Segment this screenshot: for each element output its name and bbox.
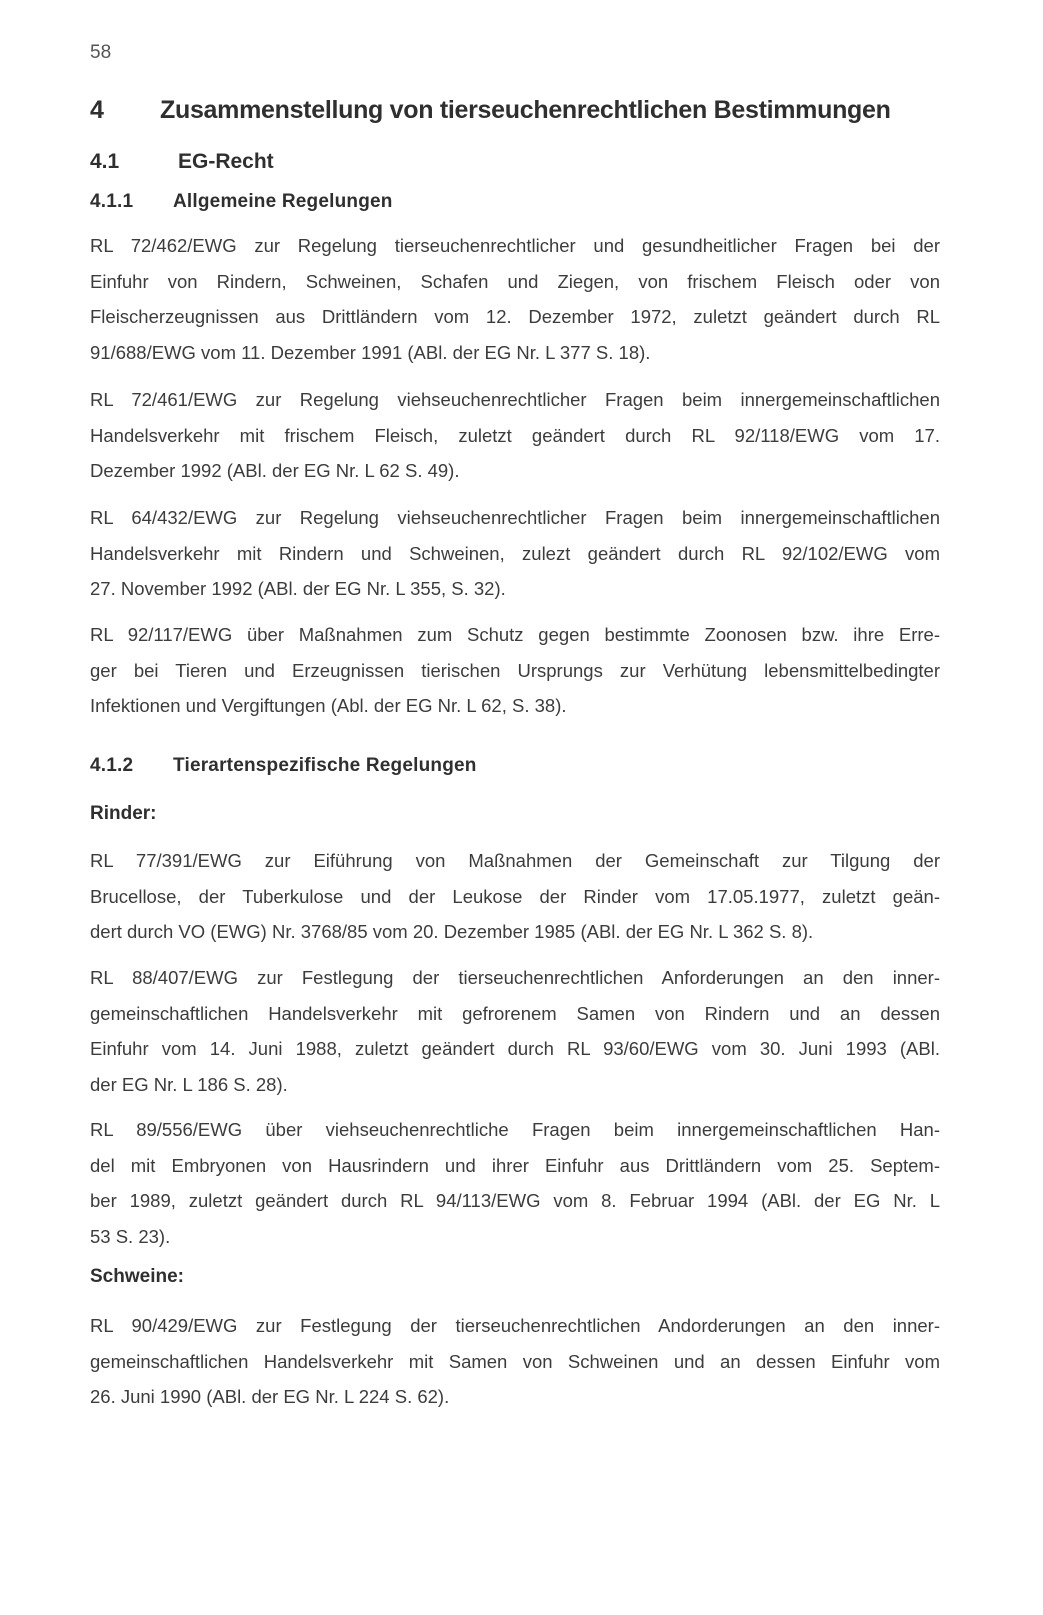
text-line: del mit Embryonen von Hausrindern und ihrer Einfuhr aus Drittländern vom 25. Septem- — [90, 1154, 940, 1176]
text-line: Fleischerzeugnissen aus Drittländern vom 12. Dezember 1972, zuletzt geändert durch RL — [90, 306, 940, 327]
text-line: RL 89/556/EWG über viehseuchenrechtliche Fragen beim innergemeinschaftlichen Han- — [90, 1119, 940, 1140]
paragraph-rl-64-432 — [90, 500, 940, 607]
subsection-heading-species — [90, 755, 477, 777]
paragraph-rl-90-429 — [90, 1308, 940, 1415]
subsection-heading-general — [90, 191, 393, 213]
text-line: 91/688/EWG vom 11. Dezember 1991 (ABl. der EG Nr. L 377 S. 18). — [90, 341, 651, 363]
text-line: Einfuhr von Rindern, Schweinen, Schafen und Ziegen, von frischem Fleisch oder von — [90, 270, 940, 292]
text-line: dert durch VO (EWG) Nr. 3768/85 vom 20. Dezember 1985 (ABl. der EG Nr. L 362 S. 8). — [90, 921, 814, 942]
text-line: Infektionen und Vergiftungen (Abl. der EG Nr. L 62, S. 38). — [90, 695, 567, 716]
text-line: gemeinschaftlichen Handelsverkehr mit gefrorenem Samen von Rindern und an dessen — [90, 1002, 940, 1024]
paragraph-rl-72-462 — [90, 228, 940, 370]
text-line: RL 77/391/EWG zur Eiführung von Maßnahmen der Gemeinschaft zur Tilgung der — [90, 850, 940, 871]
subsection-number: 4.1.2 — [90, 755, 134, 776]
text-line: der EG Nr. L 186 S. 28). — [90, 1073, 288, 1095]
section-title: EG-Recht — [178, 150, 274, 173]
paragraph-rl-88-407 — [90, 960, 940, 1102]
text-line: Dezember 1992 (ABl. der EG Nr. L 62 S. 49). — [90, 460, 460, 481]
section-number: 4.1 — [90, 150, 120, 173]
text-line: RL 92/117/EWG über Maßnahmen zum Schutz gegen bestimmte Zoonosen bzw. ihre Erre- — [90, 624, 940, 645]
text-line: Handelsverkehr mit frischem Fleisch, zuletzt geändert durch RL 92/118/EWG vom 17. — [90, 424, 940, 446]
text-line: ger bei Tieren und Erzeugnissen tierischen Ursprungs zur Verhütung lebensmittelbedingter — [90, 659, 940, 681]
text-line: RL 72/462/EWG zur Regelung tierseuchenrechtlicher und gesundheitlicher Fragen bei der — [90, 235, 940, 256]
text-line: Brucellose, der Tuberkulose und der Leukose der Rinder vom 17.05.1977, zuletzt geän- — [90, 885, 940, 907]
group-heading-rinder: Rinder: — [90, 803, 157, 824]
chapter-heading — [90, 96, 891, 125]
text-line: gemeinschaftlichen Handelsverkehr mit Samen von Schweinen und an dessen Einfuhr vom — [90, 1350, 940, 1372]
text-line: RL 64/432/EWG zur Regelung viehseuchenrechtlicher Fragen beim innergemeinschaftlichen — [90, 507, 940, 528]
group-heading-schweine: Schweine: — [90, 1266, 184, 1287]
paragraph-rl-89-556 — [90, 1112, 940, 1254]
text-line: 27. November 1992 (ABl. der EG Nr. L 355, S. 32). — [90, 578, 506, 599]
paragraph-rl-77-391 — [90, 843, 940, 950]
subsection-title: Tierartenspezifische Regelungen — [173, 755, 477, 776]
text-line: RL 90/429/EWG zur Festlegung der tierseuchenrechtlichen Andorderungen an den inner- — [90, 1315, 940, 1336]
text-line: RL 72/461/EWG zur Regelung viehseuchenrechtlicher Fragen beim innergemeinschaftlichen — [90, 389, 940, 410]
page-number: 58 — [90, 42, 112, 63]
paragraph-rl-92-117 — [90, 617, 940, 724]
paragraph-rl-72-461 — [90, 382, 940, 489]
chapter-title: Zusammenstellung von tierseuchenrechtlichen Bestimmungen — [160, 96, 891, 124]
text-line: ber 1989, zuletzt geändert durch RL 94/113/EWG vom 8. Februar 1994 (ABl. der EG Nr. L — [90, 1190, 940, 1211]
text-line: Handelsverkehr mit Rindern und Schweinen, zulezt geändert durch RL 92/102/EWG vom — [90, 542, 940, 564]
text-line: Einfuhr vom 14. Juni 1988, zuletzt geändert durch RL 93/60/EWG vom 30. Juni 1993 (ABl. — [90, 1038, 940, 1059]
text-line: RL 88/407/EWG zur Festlegung der tierseuchenrechtlichen Anforderungen an den inner- — [90, 967, 940, 988]
chapter-number: 4 — [90, 96, 104, 124]
section-heading — [90, 150, 274, 174]
subsection-title: Allgemeine Regelungen — [173, 191, 393, 212]
text-line: 53 S. 23). — [90, 1225, 171, 1247]
subsection-number: 4.1.1 — [90, 191, 134, 212]
text-line: 26. Juni 1990 (ABl. der EG Nr. L 224 S. 62). — [90, 1386, 450, 1407]
